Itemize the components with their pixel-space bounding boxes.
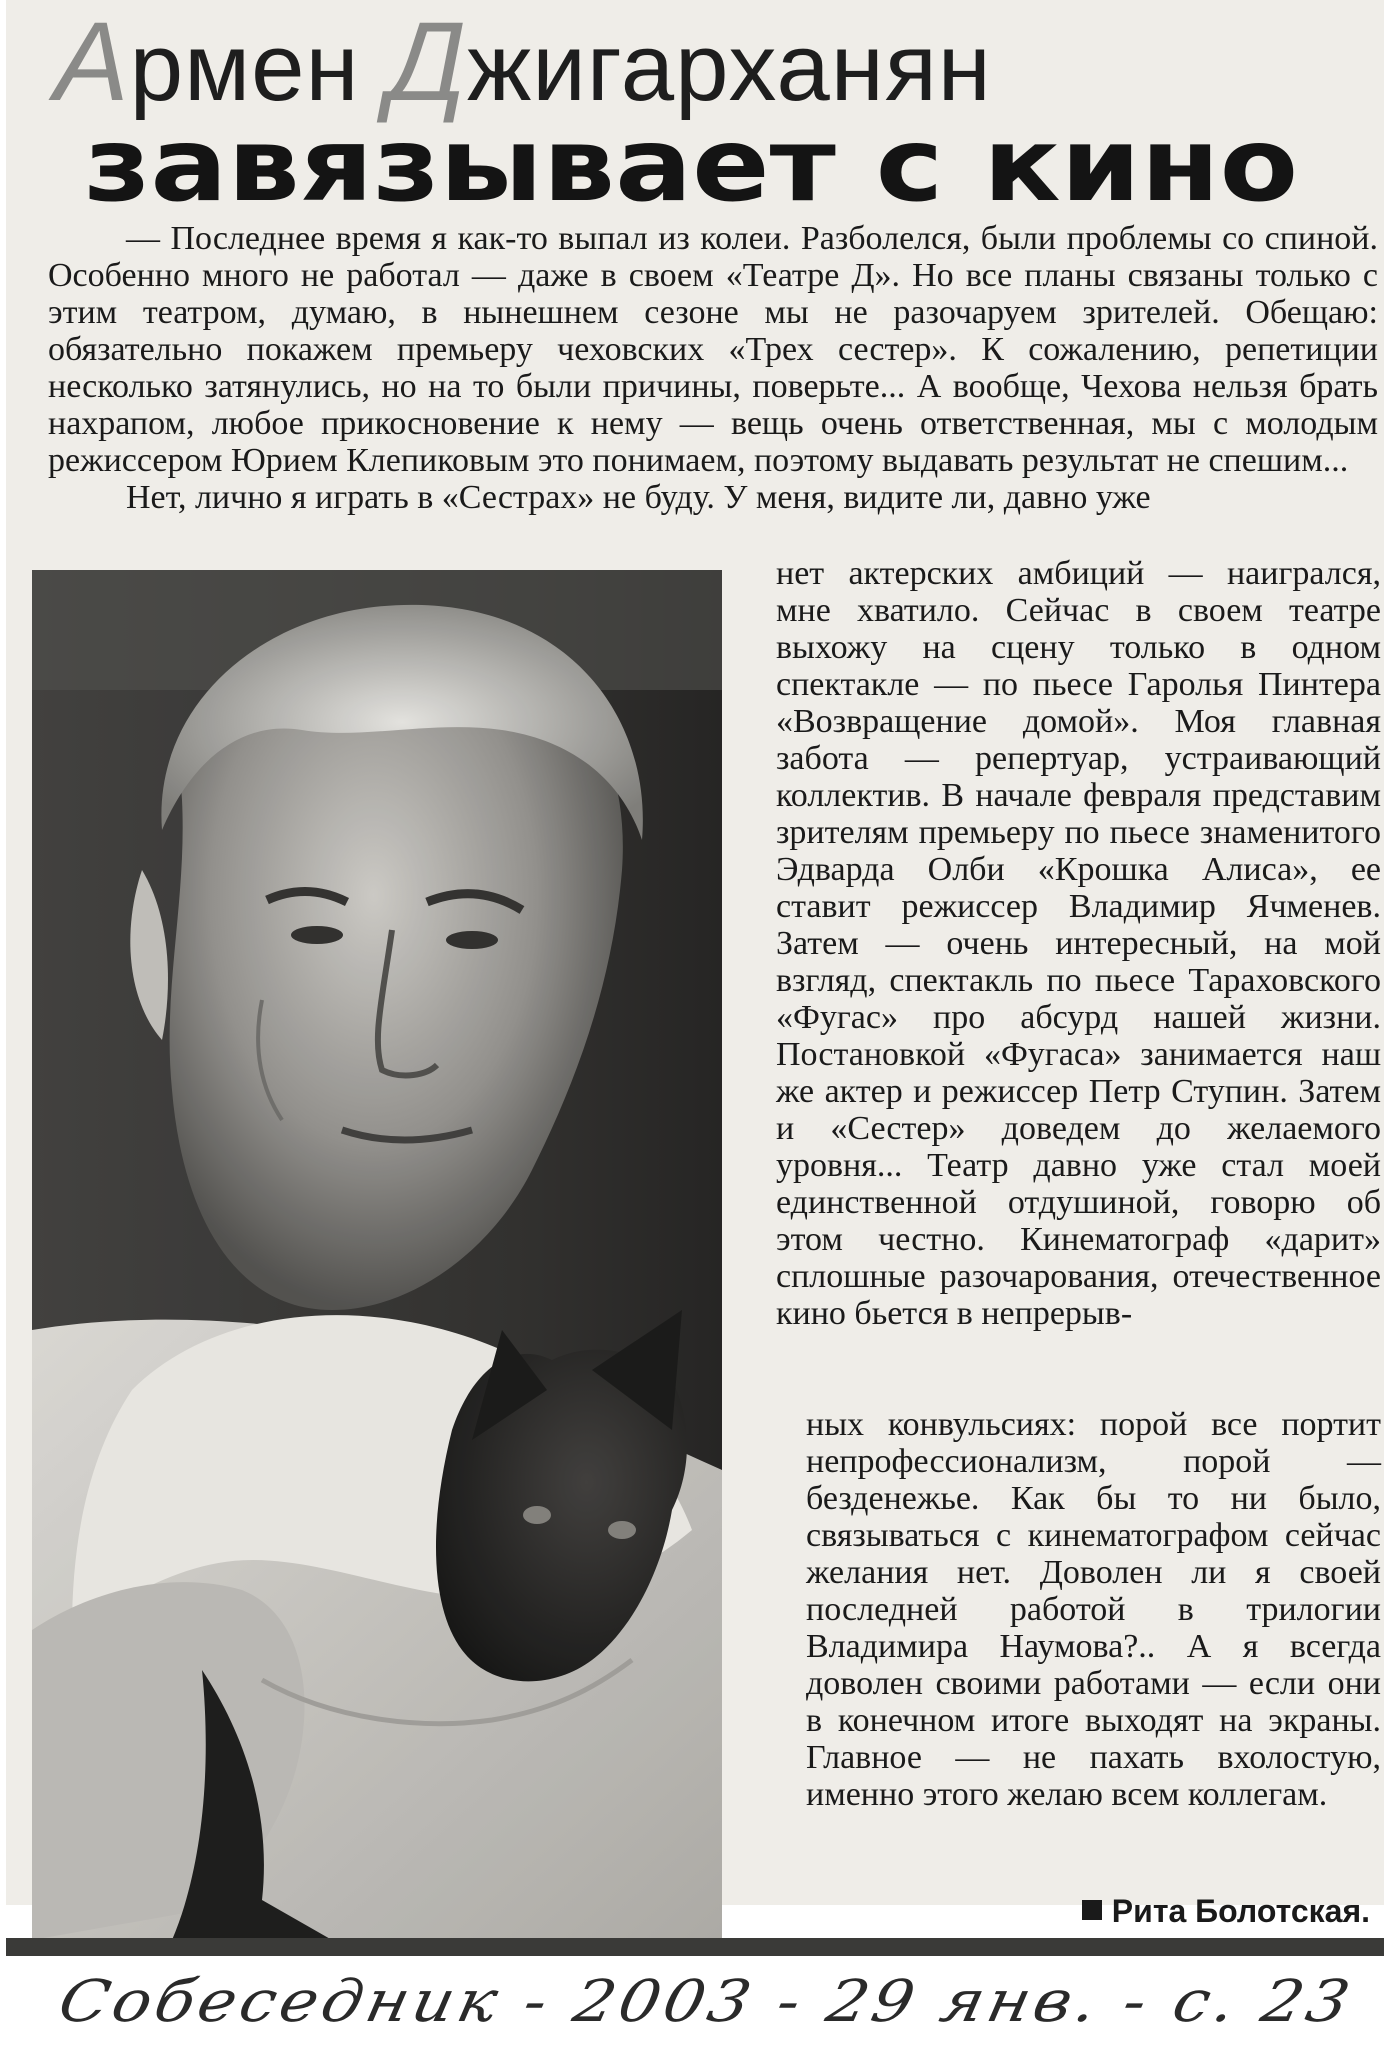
newspaper-clipping: [6, 0, 1384, 1929]
clipping-bottom-edge: [6, 1938, 1384, 1956]
photo-grain: [32, 570, 722, 1940]
column-paragraph-2: ных конвульсиях: порой все портит непрофессионализм, порой — безденежье. Как бы то ни было, связываться с кинематографом сейчас желания нет. Доволен ли я своей последней работой в трилогии Владимира Наумова?.. А я всегда доволен своими работами — если они в конечном итоге выходят на экраны. Главное — не пахать вхолостую, именно этого желаю всем коллегам.: [806, 1406, 1381, 1813]
headline-name-part-1: рмен: [129, 14, 388, 121]
headline-initial-d: Д: [387, 0, 468, 124]
headline-name-part-2: жигарханян: [467, 14, 992, 121]
byline-author: Рита Болотская.: [1111, 1893, 1370, 1929]
portrait-photo-with-cat: [32, 570, 722, 1940]
byline-square-icon: [1082, 1900, 1102, 1920]
handwritten-source-note: Собеседник - 2003 - 29 янв. - с. 23: [52, 1968, 1360, 2036]
column-paragraph: нет актерских амбиций — наигрался, мне хватило. Сейчас в своем театре выхожу на сцену только в одном спектакле — по пьесе Гаролья Пинтера «Возвращение домой». Моя главная забота — репертуар, устраивающий коллектив. В начале февраля представим зрителям премьеру по пьесе знаменитого Эдварда Олби «Крошка Алиса», ее ставит режиссер Владимир Ячменев. Затем — очень интересный, на мой взгляд, спектакль по пьесе Тараховского «Фугас» про абсурд нашей жизни. Постановкой «Фугаса» занимается наш же актер и режиссер Петр Ступин. Затем и «Сестер» доведем до желаемого уровня... Театр давно уже стал моей единственной отдушиной, говорю об этом честно. Кинематограф «дарит» сплошные разочарования, отечественное кино бьется в непрерыв-: [776, 555, 1381, 1332]
headline-initial-a: А: [54, 0, 130, 124]
byline: [1082, 1893, 1370, 1930]
column-text-lower: [806, 1406, 1381, 1813]
column-text-upper: [776, 555, 1381, 1332]
lead-text: [48, 220, 1378, 516]
bleed-through-text: [976, 10, 1376, 46]
headline-subject: завязывает с кино: [84, 106, 1299, 225]
second-paragraph-start: Нет, лично я играть в «Сестрах» не буду. У меня, видите ли, давно уже: [126, 479, 1151, 516]
portrait-illustration: [32, 570, 722, 1940]
lead-paragraph: — Последнее время я как-то выпал из колеи. Разболелся, были проблемы со спиной. Особенно много не работал — даже в своем «Театре Д». Но все планы связаны только с этим театром, думаю, в нынешнем сезоне мы не разочаруем зрителей. Обещаю: обязательно покажем премьеру чеховских «Трех сестер». К сожалению, репетиции несколько затянулись, но на то были причины, поверьте... А вообще, Чехова нельзя брать нахрапом, любое прикосновение к нему — вещь очень ответственная, мы с молодым режиссером Юрием Клепиковым это понимаем, поэтому выдавать результат не спешим...: [48, 220, 1378, 479]
